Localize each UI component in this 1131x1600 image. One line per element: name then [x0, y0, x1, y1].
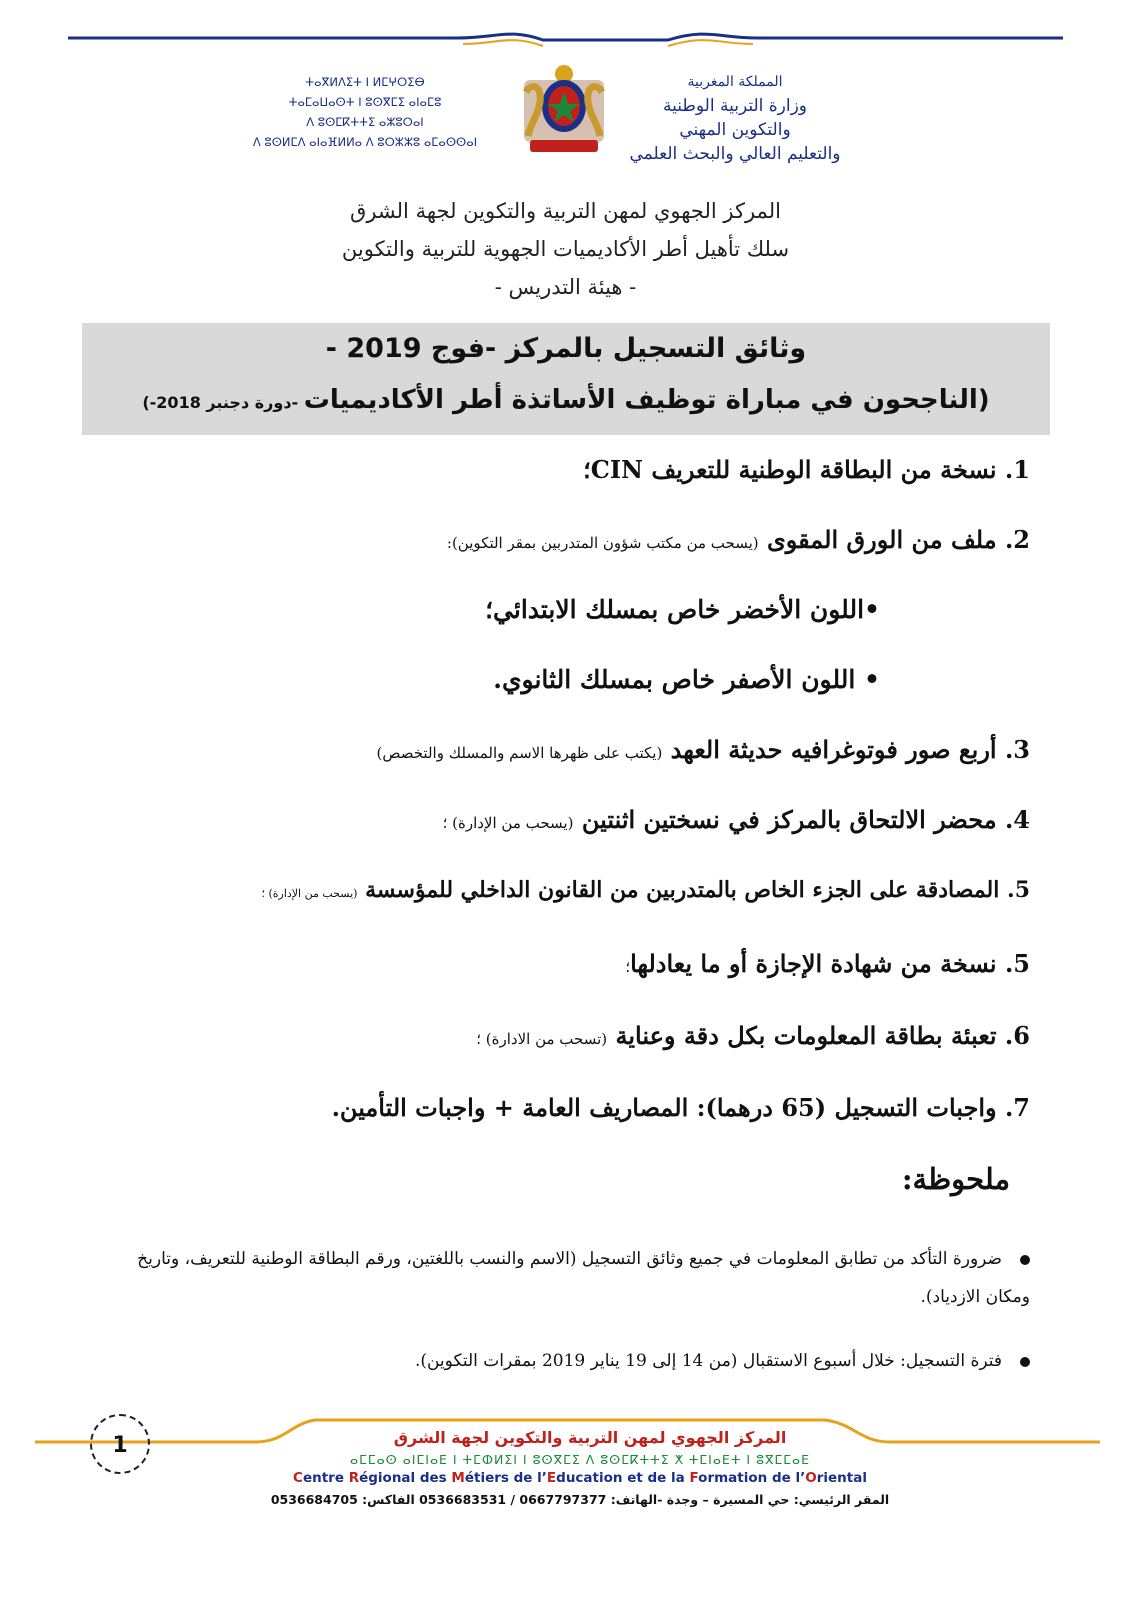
item-text: 2. ملف من الورق المقوى: [758, 525, 1030, 554]
tifinagh-line: ⵜⴰⵎⴰⵡⴰⵙⵜ ⵏ ⵓⵙⴳⵎⵉ ⴰⵏⴰⵎⵓ: [288, 95, 442, 109]
header-tifinagh-block: [235, 72, 495, 152]
bullet-icon: [1020, 1357, 1030, 1367]
remark-text: ضرورة التأكد من تطابق المعلومات في جميع وثائق التسجيل (الاسم والنسب باللغتين، ورقم البطاقة الوطنية للتعريف، وتاريخ ومكان الازدياد).: [137, 1249, 1030, 1307]
remark-item: [110, 1342, 1030, 1380]
tifinagh-line: ⴷ ⵓⵙⵍⵎⴷ ⴰⵏⴰⴼⵍⵍⴰ ⴷ ⵓⵔⵣⵣⵓ ⴰⵎⴰⵙⵙⴰⵏ: [252, 135, 478, 149]
department-line: - هيئة التدريس -: [494, 275, 637, 299]
header-arabic-block: [605, 70, 865, 166]
list-item: [100, 455, 1030, 484]
item-text: 5. المصادقة على الجزء الخاص بالمتدربين من القانون الداخلي للمؤسسة: [357, 877, 1030, 903]
page-number: 1: [90, 1414, 150, 1474]
list-item: [0, 665, 880, 694]
center-name-line: المركز الجهوي لمهن التربية والتكوين لجهة الشرق: [350, 199, 781, 223]
footer-french-name: Centre Régional des Métiers de l’Education et de la Formation de l’Oriental: [293, 1470, 867, 1486]
ministry-line: وزارة التربية الوطنية: [662, 96, 808, 116]
item-text: 6. تعبئة بطاقة المعلومات بكل دقة وعناية: [607, 1021, 1030, 1050]
item-note: (تسحب من الادارة) ؛: [476, 1030, 608, 1048]
list-item: [100, 735, 1030, 764]
item-text: 4. محضر الالتحاق بالمركز في نسختين اثنتين: [573, 805, 1030, 834]
item-note: (يسحب من مكتب شؤون المتدربين بمقر التكوين):: [446, 534, 759, 552]
program-name-line: سلك تأهيل أطر الأكاديميات الجهوية للتربية والتكوين: [341, 237, 790, 261]
subtitle-main: (الناجحون في مباراة توظيف الأساتذة أطر الأكاديميات: [303, 385, 990, 415]
footer-tifinagh-name: ⴰⵎⵎⴰⵙ ⴰⵏⵎⵏⴰⴹ ⵏ ⵜⵎⵀⵍⵉⵏ ⵏ ⵓⵙⴳⵎⵉ ⴷ ⵓⵙⵎⴽⵜⵜⵉ ⵅ ⵜⵎⵏⴰⴹⵜ ⵏ ⵓⴳⵎⵎⴰⴹ: [349, 1452, 810, 1467]
item-text: •اللون الأخضر خاص بمسلك الابتدائي؛: [485, 595, 880, 624]
tifinagh-line: ⵜⴰⴳⵍⴷⵉⵜ ⵏ ⵍⵎⵖⵔⵉⴱ: [305, 75, 425, 89]
remark-text: فترة التسجيل: خلال أسبوع الاستقبال (من 14 إلى 19 يناير 2019 بمقرات التكوين).: [414, 1351, 1002, 1371]
tifinagh-line: ⴷ ⵓⵙⵎⴽⵜⵜⵉ ⴰⵣⵓⵔⴰⵏ: [306, 115, 424, 129]
footer-arabic-name: المركز الجهوي لمهن التربية والتكوين لجهة الشرق: [393, 1428, 787, 1447]
center-name-block: [200, 192, 931, 306]
ministry-line: والتعليم العالي والبحث العلمي: [629, 144, 841, 164]
bullet-icon: [1020, 1255, 1030, 1265]
list-item: [100, 1021, 1030, 1050]
document-subtitle: [88, 385, 1044, 415]
item-text: 5. نسخة من شهادة الإجازة أو ما يعادلها: [630, 949, 1030, 978]
document-title: وثائق التسجيل بالمركز -فوج 2019 -: [325, 333, 807, 364]
footer-address: المقر الرئيسي: حي المسيرة – وجدة -الهاتف: 0667797377 / 0536683531 الفاكس: 0536684705: [270, 1492, 890, 1507]
item-note: ؛: [625, 958, 631, 976]
list-item: [100, 877, 1030, 903]
item-text: 7. واجبات التسجيل (65 درهما): المصاريف العامة + واجبات التأمين.: [331, 1093, 1030, 1122]
item-note: (يسحب من الإدارة) ؛: [442, 814, 574, 832]
item-note: (يسحب من الإدارة) ؛: [261, 887, 358, 900]
list-item: [100, 949, 1030, 978]
remarks-title: ملحوظة:: [901, 1162, 1010, 1196]
item-text: 3. أربع صور فوتوغرافيه حديثة العهد: [662, 735, 1030, 764]
remark-item: [110, 1240, 1030, 1316]
list-item: [0, 595, 880, 624]
item-note: (يكتب على ظهرها الاسم والمسلك والتخصص): [376, 744, 663, 762]
list-item: [100, 525, 1030, 554]
ministry-line: المملكة المغربية: [687, 74, 783, 90]
subtitle-session: -دورة دجنبر 2018-): [142, 393, 304, 412]
ministry-line: والتكوين المهني: [679, 120, 791, 140]
coat-of-arms-icon: [518, 62, 610, 158]
list-item: [100, 1093, 1030, 1122]
list-item: [100, 805, 1030, 834]
item-text: 1. نسخة من البطاقة الوطنية للتعريف CIN؛: [583, 455, 1030, 484]
item-text: • اللون الأصفر خاص بمسلك الثانوي.: [493, 665, 880, 694]
